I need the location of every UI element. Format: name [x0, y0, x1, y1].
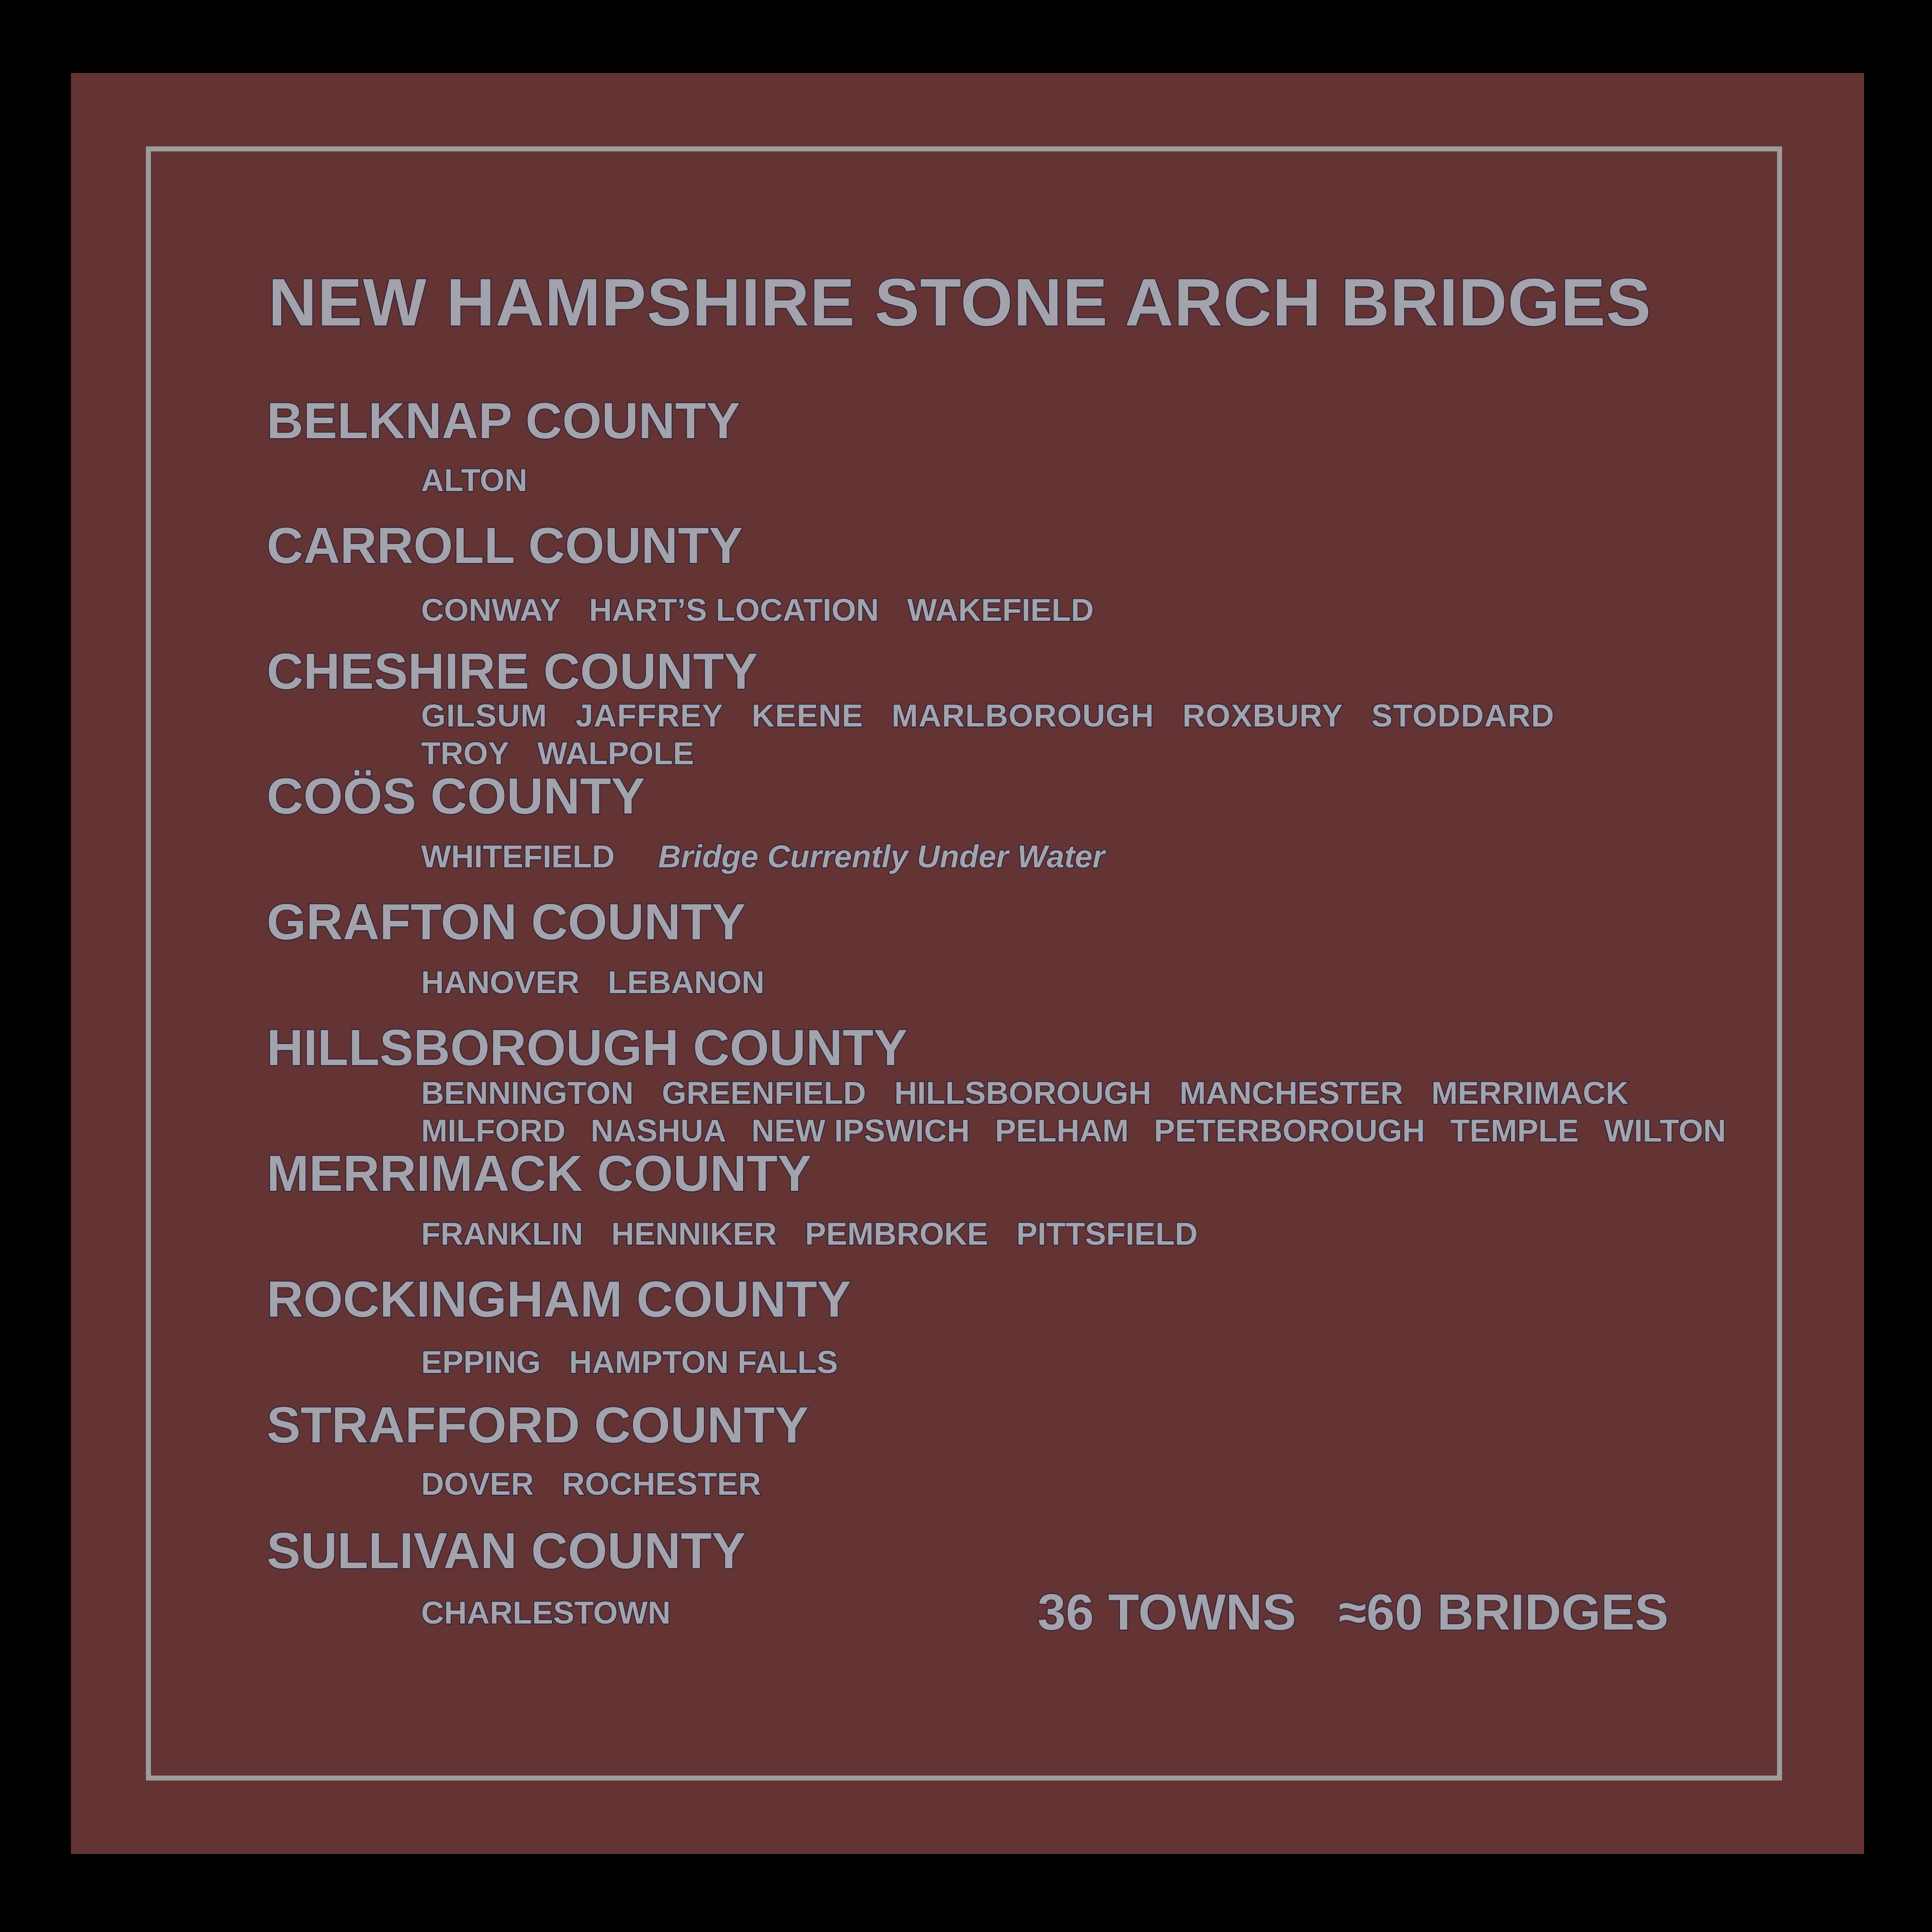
- town-name: STODDARD: [1371, 698, 1555, 734]
- county-heading-merrimack: MERRIMACK COUNTY: [267, 1146, 812, 1202]
- town-name: NEW IPSWICH: [751, 1113, 970, 1149]
- town-name: HART’S LOCATION: [589, 593, 879, 628]
- town-name: HANOVER: [421, 965, 580, 1000]
- town-row-hillsborough-2: [421, 1115, 1726, 1147]
- town-row-cheshire-2: [421, 738, 722, 770]
- town-name: LEBANON: [608, 965, 765, 1000]
- town-name: HENNIKER: [611, 1217, 777, 1252]
- towns-total: 36 TOWNS: [1037, 1584, 1297, 1641]
- town-name: GILSUM: [421, 698, 547, 734]
- town-row-cheshire-1: [421, 700, 1583, 732]
- town-row-sullivan: [421, 1597, 699, 1629]
- town-row-strafford: [421, 1469, 789, 1500]
- town-row-rockingham: [421, 1347, 866, 1379]
- county-heading-sullivan: SULLIVAN COUNTY: [267, 1523, 746, 1579]
- county-heading-strafford: STRAFFORD COUNTY: [267, 1397, 809, 1454]
- town-row-hillsborough-1: [421, 1078, 1657, 1109]
- town-name: KEENE: [752, 698, 864, 734]
- town-name: EPPING: [421, 1345, 541, 1380]
- town-name: ROCHESTER: [562, 1467, 761, 1502]
- town-name: TROY: [421, 736, 510, 771]
- town-row-carroll: [421, 595, 1122, 626]
- town-name: MANCHESTER: [1179, 1076, 1403, 1111]
- county-heading-hillsborough: HILLSBOROUGH COUNTY: [267, 1020, 908, 1076]
- town-row-merrimack: [421, 1219, 1226, 1250]
- town-name: PEMBROKE: [804, 1217, 989, 1252]
- totals-summary: [1037, 1584, 1669, 1641]
- town-name: JAFFREY: [576, 698, 724, 734]
- town-name: WILTON: [1604, 1113, 1726, 1149]
- bridges-total: ≈60 BRIDGES: [1338, 1584, 1669, 1641]
- town-name: MILFORD: [421, 1113, 566, 1149]
- under-water-note: Bridge Currently Under Water: [658, 839, 1105, 874]
- county-heading-coos: COÖS COUNTY: [267, 768, 645, 825]
- town-name: PETERBOROUGH: [1154, 1113, 1425, 1149]
- town-name: GREENFIELD: [662, 1076, 866, 1111]
- town-name: WHITEFIELD: [421, 839, 615, 874]
- town-name: WAKEFIELD: [907, 593, 1094, 628]
- county-heading-cheshire: CHESHIRE COUNTY: [267, 643, 758, 700]
- town-name: PITTSFIELD: [1016, 1217, 1198, 1252]
- county-heading-rockingham: ROCKINGHAM COUNTY: [267, 1271, 851, 1328]
- town-row-grafton: [421, 967, 793, 999]
- town-name: NASHUA: [590, 1113, 727, 1149]
- town-row-belknap: [421, 465, 555, 497]
- town-name: ALTON: [421, 463, 528, 498]
- town-name: DOVER: [421, 1467, 534, 1502]
- town-name: ROXBURY: [1182, 698, 1343, 734]
- town-name: BENNINGTON: [421, 1076, 634, 1111]
- town-name: MERRIMACK: [1431, 1076, 1629, 1111]
- county-heading-carroll: CARROLL COUNTY: [267, 518, 743, 574]
- county-heading-belknap: BELKNAP COUNTY: [267, 393, 740, 449]
- town-name: MARLBOROUGH: [892, 698, 1155, 734]
- town-name: HILLSBOROUGH: [894, 1076, 1152, 1111]
- town-name: FRANKLIN: [421, 1217, 583, 1252]
- town-name: TEMPLE: [1450, 1113, 1579, 1149]
- town-name: CHARLESTOWN: [421, 1595, 671, 1631]
- county-heading-grafton: GRAFTON COUNTY: [267, 894, 746, 950]
- town-name: HAMPTON FALLS: [569, 1345, 838, 1380]
- page-title: NEW HAMPSHIRE STONE ARCH BRIDGES: [268, 265, 1652, 340]
- town-name: CONWAY: [421, 593, 561, 628]
- town-name: WALPOLE: [537, 736, 694, 771]
- town-name: PELHAM: [995, 1113, 1129, 1149]
- town-row-coos: [421, 841, 1133, 873]
